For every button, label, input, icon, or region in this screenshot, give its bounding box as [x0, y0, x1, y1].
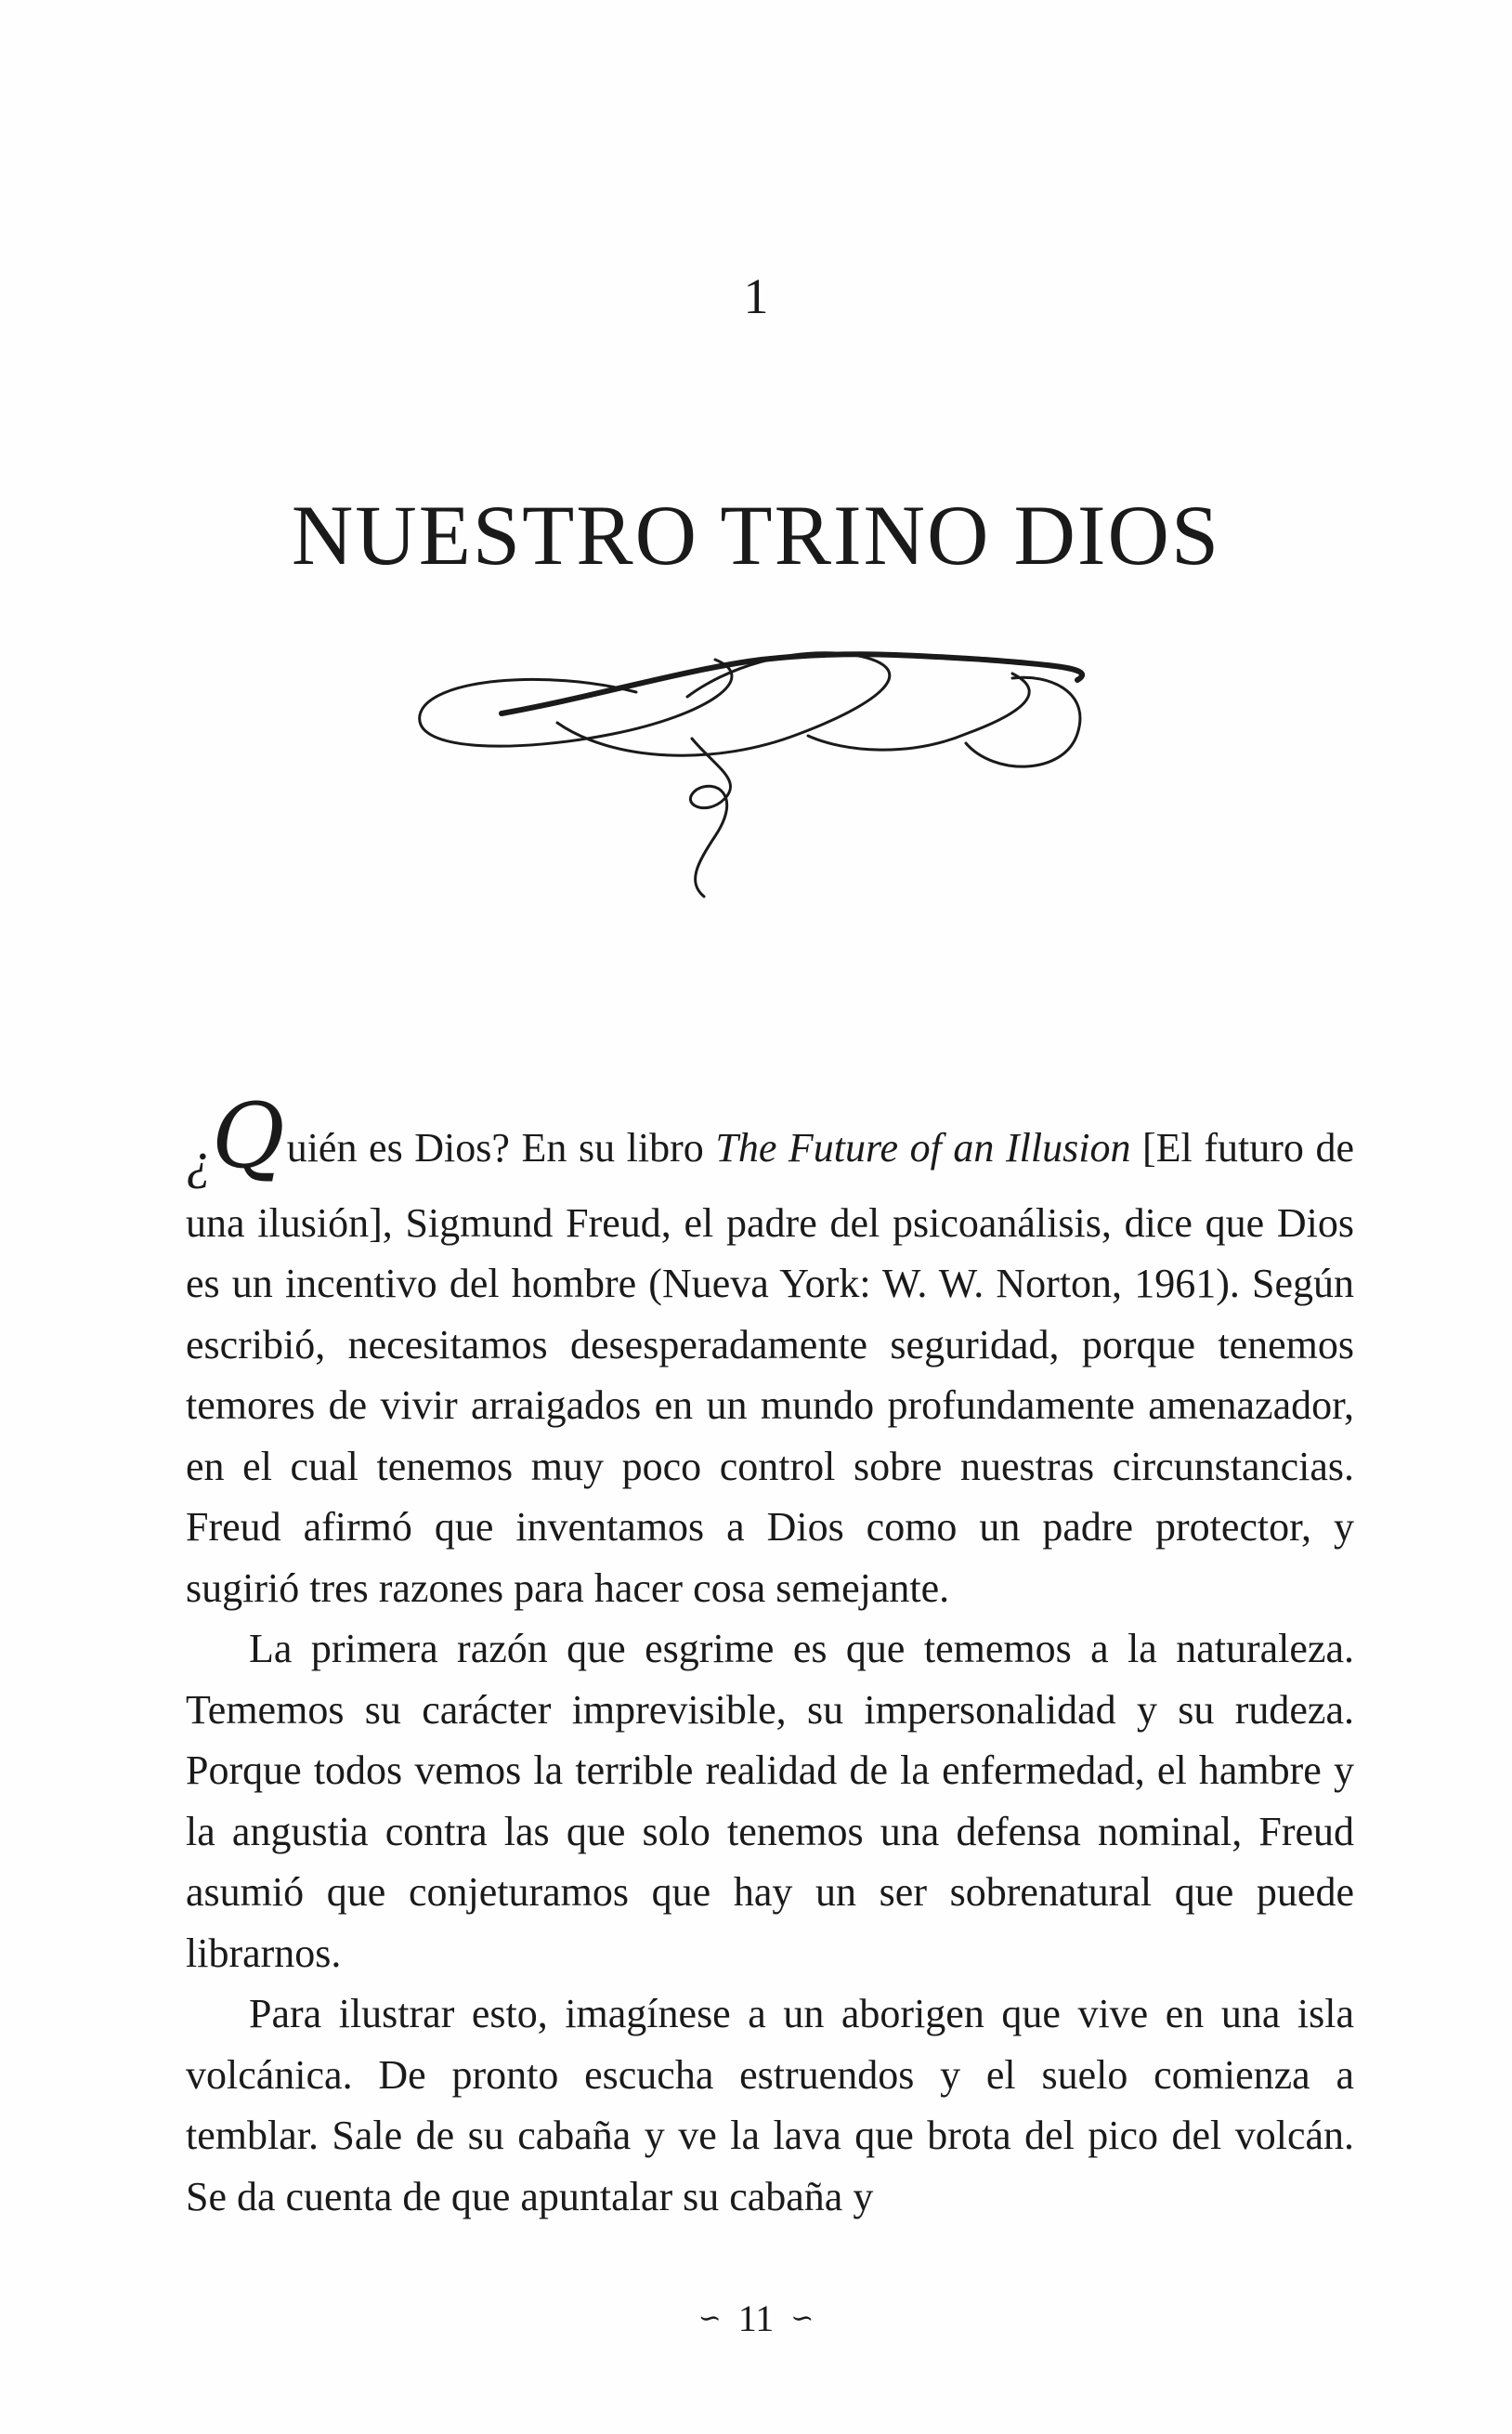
page-number: 11: [737, 2297, 775, 2339]
paragraph-1-rest: [El futuro de una ilusión], Sigmund Freud, el padre del psicoanálisis, dice que Dios es un incentivo del hombre (Nueva York: W. W. Norton, 1961). Según escribió, necesitamos desesperadamente seguridad, porque tenemos temores de vivir arraigados en un mundo profundamente amenazador, en el cual tenemos muy poco control sobre nuestras circunstancias. Freud afirmó que inventamos a Dios como un padre protector, y sugirió tres razones para hacer cosa semejante.: [186, 1125, 1354, 1611]
page-folio: [0, 2297, 1512, 2339]
chapter-number: 1: [743, 268, 769, 324]
book-title: The Future of an Illusion: [715, 1125, 1131, 1171]
paragraph-2: La primera razón que esgrime es que tememos a la naturaleza. Tememos su carácter imprevisible, su impersonalidad y su rudeza. Porque todos vemos la terrible realidad de la enfermedad, el hambre y la angustia contra las que solo tenemos una defensa nominal, Freud asumió que conjeturamos que hay un ser sobrenatural que puede librarnos.: [186, 1626, 1354, 1976]
flourish-ornament-icon: [409, 604, 1142, 901]
folio-left-ornament-icon: ∽: [697, 2303, 722, 2334]
dropcap-letter: Q: [212, 1084, 285, 1188]
folio-right-ornament-icon: ∽: [790, 2303, 815, 2334]
paragraph-1-lead: uién es Dios? En su libro: [286, 1125, 716, 1171]
paragraph-3: Para ilustrar esto, imagínese a un aborigen que vive en una isla volcánica. De pronto escucha estruendos y el suelo comienza a temblar. Sale de su cabaña y ve la lava que brota del pico del volcán. Se da cuenta de que apuntalar su cabaña y: [186, 1991, 1354, 2219]
dropcap-question-mark: ¿: [186, 1132, 212, 1190]
chapter-title: NUESTRO TRINO DIOS: [291, 487, 1221, 582]
paragraph-1: [186, 1084, 1354, 1618]
body-text: [186, 1084, 1354, 2227]
